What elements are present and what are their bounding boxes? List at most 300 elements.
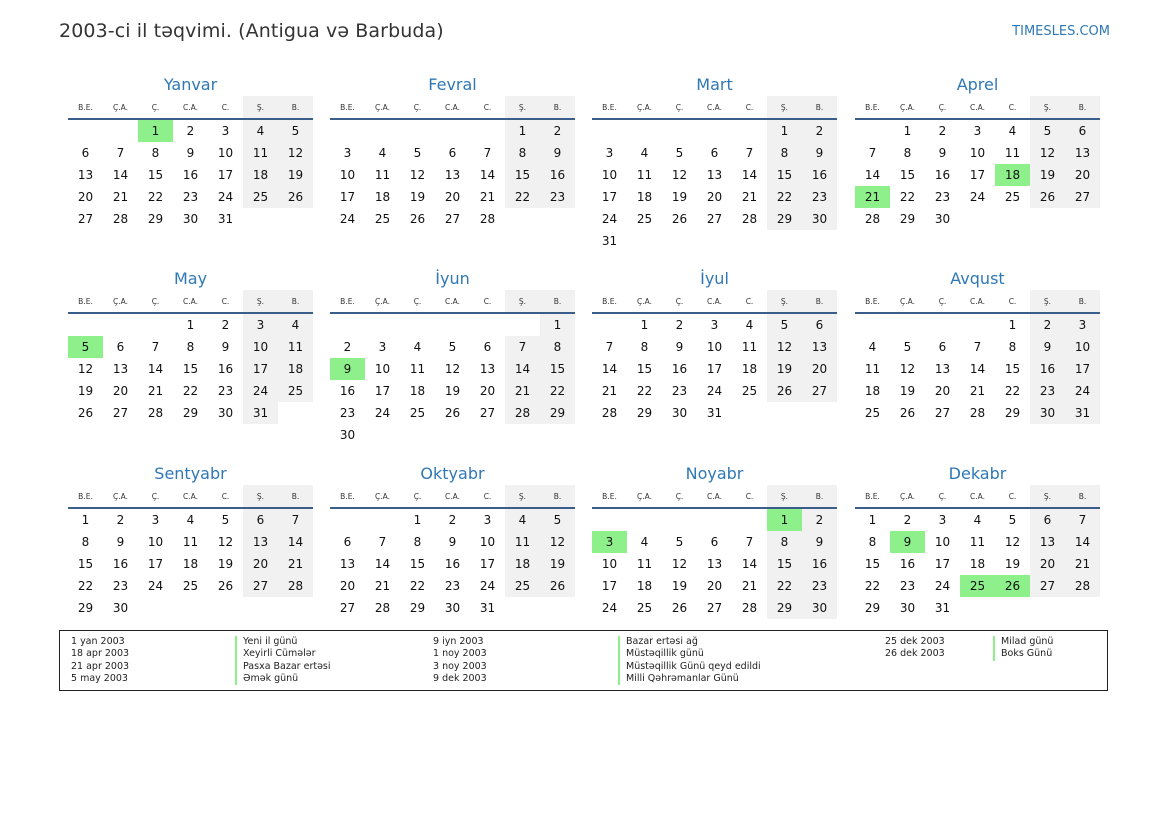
day-cell: 13 [934,362,951,376]
day-cell: 29 [182,406,199,420]
week-row [855,575,1100,597]
legend-date: 1 yan 2003 [71,636,125,647]
day-cell: 6 [1030,509,1065,531]
day-cell: 16 [444,557,461,571]
day-cell: 3 [938,513,947,527]
empty-day-cell [435,424,470,446]
day-cell: 10 [601,168,618,182]
day-cell: 26 [767,380,802,402]
empty-day-cell [400,120,435,142]
day-cell: 30 [339,428,356,442]
day-cell: 12 [767,336,802,358]
day-cell: 12 [671,168,688,182]
day-cell: 8 [413,535,422,549]
day-cell: 15 [899,168,916,182]
week-row [855,142,1100,164]
day-cell: 5 [221,513,230,527]
weekday-label: Ş. [243,290,278,312]
weekday-label: Ş. [1030,96,1065,118]
weekday-label: C.A. [444,297,460,306]
day-cell: 17 [601,579,618,593]
holiday-day-cell: 1 [767,509,802,531]
day-cell: 11 [1004,146,1021,160]
day-cell: 17 [969,168,986,182]
day-cell: 7 [151,340,160,354]
day-cell: 8 [505,142,540,164]
weekday-label: B. [278,96,313,118]
weekday-label: Ç.A. [112,297,128,306]
day-cell: 17 [217,168,234,182]
day-cell: 28 [741,601,758,615]
month-yanvar [68,74,313,230]
day-cell: 5 [1008,513,1017,527]
day-cell: 11 [409,362,426,376]
weekday-label: B. [278,290,313,312]
day-cell: 22 [182,384,199,398]
day-cell: 28 [741,212,758,226]
day-cell: 28 [864,212,881,226]
week-row [68,120,313,142]
empty-day-cell [173,597,208,619]
day-cell: 19 [1030,164,1065,186]
weekday-label: C.A. [444,492,460,501]
day-cell: 4 [378,146,387,160]
day-cell: 31 [706,406,723,420]
day-cell: 8 [640,340,649,354]
weekday-label: C.A. [182,103,198,112]
weekday-label: B.E. [602,492,617,501]
day-cell: 5 [448,340,457,354]
day-cell: 4 [243,120,278,142]
legend-date: 9 dek 2003 [433,672,487,684]
day-cell: 2 [1030,314,1065,336]
week-row [330,509,575,531]
day-cell: 20 [112,384,129,398]
week-row [330,164,575,186]
day-cell: 5 [278,120,313,142]
weekday-label: C.A. [969,297,985,306]
day-cell: 19 [217,557,234,571]
week-row [68,553,313,575]
empty-day-cell [435,120,470,142]
empty-day-cell [330,509,365,531]
day-cell: 13 [706,168,723,182]
day-cell: 29 [864,601,881,615]
day-cell: 26 [77,406,94,420]
day-cell: 18 [636,579,653,593]
day-cell: 8 [868,535,877,549]
day-cell: 29 [636,406,653,420]
weekday-label: C. [1008,297,1017,306]
day-cell: 26 [217,579,234,593]
day-cell: 4 [745,318,754,332]
day-cell: 22 [540,380,575,402]
day-cell: 25 [409,406,426,420]
legend-holiday-name: Milad günü [993,636,1053,648]
holiday-day-cell: 25 [960,575,995,597]
day-cell: 23 [671,384,688,398]
weekday-label: Ş. [505,96,540,118]
weekday-label: B.E. [865,103,880,112]
weekday-label: Ç.A. [899,297,915,306]
empty-day-cell [732,230,767,252]
empty-day-cell [627,120,662,142]
day-cell: 24 [706,384,723,398]
day-cell: 27 [479,406,496,420]
weekday-label: C. [221,297,230,306]
week-row [68,597,313,619]
empty-day-cell [138,597,173,619]
day-cell: 1 [81,513,90,527]
day-cell: 20 [444,190,461,204]
day-cell: 20 [479,384,496,398]
empty-day-cell [365,509,400,531]
month-title: İyul [700,269,729,288]
weekday-header [330,485,575,509]
weekday-label: C. [1008,492,1017,501]
empty-day-cell [208,597,243,619]
day-cell: 25 [243,186,278,208]
day-cell: 2 [938,124,947,138]
month-may [68,268,313,424]
weekday-label: Ç. [675,492,684,501]
day-cell: 7 [868,146,877,160]
day-cell: 27 [112,406,129,420]
day-cell: 8 [186,340,195,354]
day-cell: 11 [864,362,881,376]
day-cell: 6 [448,146,457,160]
week-row [68,186,313,208]
weekday-label: C. [483,103,492,112]
empty-day-cell [995,597,1030,619]
day-cell: 3 [973,124,982,138]
day-cell: 10 [147,535,164,549]
day-cell: 13 [802,336,837,358]
day-cell: 1 [505,120,540,142]
day-cell: 22 [864,579,881,593]
week-row [592,531,837,553]
day-cell: 30 [217,406,234,420]
day-cell: 9 [675,340,684,354]
empty-day-cell [802,230,837,252]
legend-dates-column [71,636,129,685]
day-cell: 4 [1008,124,1017,138]
empty-day-cell [662,509,697,531]
day-cell: 9 [186,146,195,160]
day-cell: 15 [77,557,94,571]
week-row [68,164,313,186]
week-row [855,186,1100,208]
day-cell: 23 [899,579,916,593]
day-cell: 25 [864,406,881,420]
day-cell: 21 [741,190,758,204]
day-cell: 2 [448,513,457,527]
empty-day-cell [540,597,575,619]
day-cell: 3 [378,340,387,354]
day-cell: 23 [444,579,461,593]
legend-date: 1 noy 2003 [433,648,487,660]
legend-dates-column [433,636,487,685]
empty-day-cell [767,402,802,424]
day-cell: 20 [1065,164,1100,186]
empty-day-cell [505,314,540,336]
weekday-label: B. [802,485,837,507]
week-row [855,164,1100,186]
day-cell: 26 [671,601,688,615]
day-cell: 4 [413,340,422,354]
day-cell: 8 [151,146,160,160]
day-cell: 17 [479,557,496,571]
empty-day-cell [400,314,435,336]
day-cell: 15 [1004,362,1021,376]
day-cell: 6 [938,340,947,354]
day-cell: 17 [706,362,723,376]
month-title: Dekabr [948,464,1007,483]
day-cell: 18 [243,164,278,186]
weekday-label: Ç. [938,297,947,306]
empty-day-cell [592,314,627,336]
empty-day-cell [505,597,540,619]
holiday-day-cell: 18 [995,164,1030,186]
day-cell: 4 [868,340,877,354]
day-cell: 5 [1030,120,1065,142]
day-cell: 12 [278,142,313,164]
weekday-label: B. [540,290,575,312]
weekday-label: Ç. [413,492,422,501]
weekday-label: B. [802,290,837,312]
weekday-label: Ç. [938,103,947,112]
day-cell: 11 [741,340,758,354]
day-cell: 7 [483,146,492,160]
weekday-label: Ç. [151,103,160,112]
month-title: Avqust [950,269,1005,288]
week-row [592,186,837,208]
weekday-label: B.E. [78,103,93,112]
day-cell: 14 [741,168,758,182]
empty-day-cell [802,402,837,424]
day-cell: 19 [671,579,688,593]
legend-names-column [993,636,1053,661]
week-row [330,553,575,575]
day-cell: 6 [802,314,837,336]
day-cell: 30 [182,212,199,226]
day-cell: 7 [278,509,313,531]
day-cell: 2 [343,340,352,354]
empty-day-cell [1065,597,1100,619]
day-cell: 8 [81,535,90,549]
day-cell: 27 [706,601,723,615]
day-cell: 25 [741,384,758,398]
day-cell: 7 [116,146,125,160]
day-cell: 16 [671,362,688,376]
day-cell: 14 [374,557,391,571]
day-cell: 6 [116,340,125,354]
day-cell: 13 [1065,142,1100,164]
day-cell: 17 [243,358,278,380]
day-cell: 23 [802,186,837,208]
day-cell: 18 [182,557,199,571]
day-cell: 17 [339,190,356,204]
empty-day-cell [103,120,138,142]
legend-holiday-name: Müstəqillik günü [618,648,761,660]
day-cell: 14 [112,168,129,182]
month-i̇yul [592,268,837,424]
weekday-label: Ç.A. [899,492,915,501]
day-cell: 15 [636,362,653,376]
empty-day-cell [138,314,173,336]
day-cell: 30 [802,208,837,230]
weekday-label: Ç. [413,297,422,306]
day-cell: 20 [77,190,94,204]
day-cell: 22 [636,384,653,398]
month-title: Sentyabr [154,464,227,483]
day-cell: 15 [182,362,199,376]
empty-day-cell [662,230,697,252]
day-cell: 29 [1004,406,1021,420]
empty-day-cell [855,314,890,336]
day-cell: 22 [767,186,802,208]
empty-day-cell [1065,208,1100,230]
day-cell: 29 [899,212,916,226]
day-cell: 1 [767,120,802,142]
week-row [330,142,575,164]
day-cell: 22 [409,579,426,593]
day-cell: 2 [116,513,125,527]
day-cell: 22 [1004,384,1021,398]
site-link[interactable]: TIMESLES.COM [1012,24,1110,39]
day-cell: 24 [934,579,951,593]
empty-day-cell [278,597,313,619]
day-cell: 12 [77,362,94,376]
weekday-header [330,290,575,314]
day-cell: 18 [741,362,758,376]
day-cell: 23 [540,186,575,208]
empty-day-cell [627,509,662,531]
day-cell: 27 [339,601,356,615]
month-title: Fevral [428,75,477,94]
day-cell: 13 [479,362,496,376]
week-row [330,597,575,619]
empty-day-cell [960,597,995,619]
weekday-label: Ş. [767,96,802,118]
legend-holiday-name: Pasxa Bazar ertəsi [235,661,331,673]
empty-day-cell [470,314,505,336]
weekday-label: Ş. [767,485,802,507]
day-cell: 29 [147,212,164,226]
day-cell: 2 [802,509,837,531]
weekday-label: C. [1008,103,1017,112]
weekday-header [592,290,837,314]
day-cell: 5 [675,146,684,160]
legend-date: 18 apr 2003 [71,648,130,660]
day-cell: 27 [1030,575,1065,597]
day-cell: 31 [479,601,496,615]
week-row [592,120,837,142]
day-cell: 18 [409,384,426,398]
day-cell: 20 [934,384,951,398]
day-cell: 14 [969,362,986,376]
holiday-day-cell: 1 [138,120,173,142]
weekday-label: C. [745,492,754,501]
day-cell: 21 [601,384,618,398]
empty-day-cell [278,402,313,424]
week-row [592,358,837,380]
day-cell: 7 [505,336,540,358]
day-cell: 13 [243,531,278,553]
weekday-header [592,96,837,120]
day-cell: 31 [1065,402,1100,424]
week-row [592,402,837,424]
weekday-label: C. [745,297,754,306]
day-cell: 21 [741,579,758,593]
day-cell: 26 [1030,186,1065,208]
empty-day-cell [540,208,575,230]
day-cell: 5 [540,509,575,531]
weekday-label: C. [483,492,492,501]
week-row [68,336,313,358]
week-row [68,509,313,531]
day-cell: 18 [864,384,881,398]
empty-day-cell [470,424,505,446]
legend-holiday-name: Əmək günü [235,673,331,685]
day-cell: 20 [706,579,723,593]
day-cell: 10 [934,535,951,549]
weekday-header [68,96,313,120]
legend-names-column [235,636,331,685]
month-aprel [855,74,1100,230]
day-cell: 1 [903,124,912,138]
empty-day-cell [330,120,365,142]
month-title: Aprel [956,75,999,94]
day-cell: 16 [339,384,356,398]
weekday-label: Ç. [151,492,160,501]
week-row [330,208,575,230]
empty-day-cell [330,314,365,336]
legend-holiday-name: Müstəqillik Günü qeyd edildi [618,661,761,673]
day-cell: 28 [505,402,540,424]
week-row [855,380,1100,402]
day-cell: 17 [374,384,391,398]
empty-day-cell [1030,597,1065,619]
weekday-label: B.E. [865,492,880,501]
weekday-label: Ç.A. [636,297,652,306]
month-dekabr [855,463,1100,619]
day-cell: 6 [483,340,492,354]
day-cell: 12 [1004,535,1021,549]
weekday-label: Ç.A. [374,492,390,501]
day-cell: 2 [221,318,230,332]
day-cell: 15 [409,557,426,571]
weekday-label: B.E. [340,297,355,306]
legend-names-column [618,636,761,685]
legend-holiday-name: Bazar ertəsi ağ [618,636,761,648]
day-cell: 5 [675,535,684,549]
day-cell: 10 [479,535,496,549]
week-row [855,358,1100,380]
weekday-label: Ç. [151,297,160,306]
day-cell: 18 [969,557,986,571]
day-cell: 19 [671,190,688,204]
week-row [330,531,575,553]
empty-day-cell [890,314,925,336]
day-cell: 16 [182,168,199,182]
day-cell: 2 [186,124,195,138]
weekday-label: B. [1065,290,1100,312]
week-row [855,314,1100,336]
holiday-day-cell: 9 [890,531,925,553]
day-cell: 24 [374,406,391,420]
day-cell: 7 [605,340,614,354]
